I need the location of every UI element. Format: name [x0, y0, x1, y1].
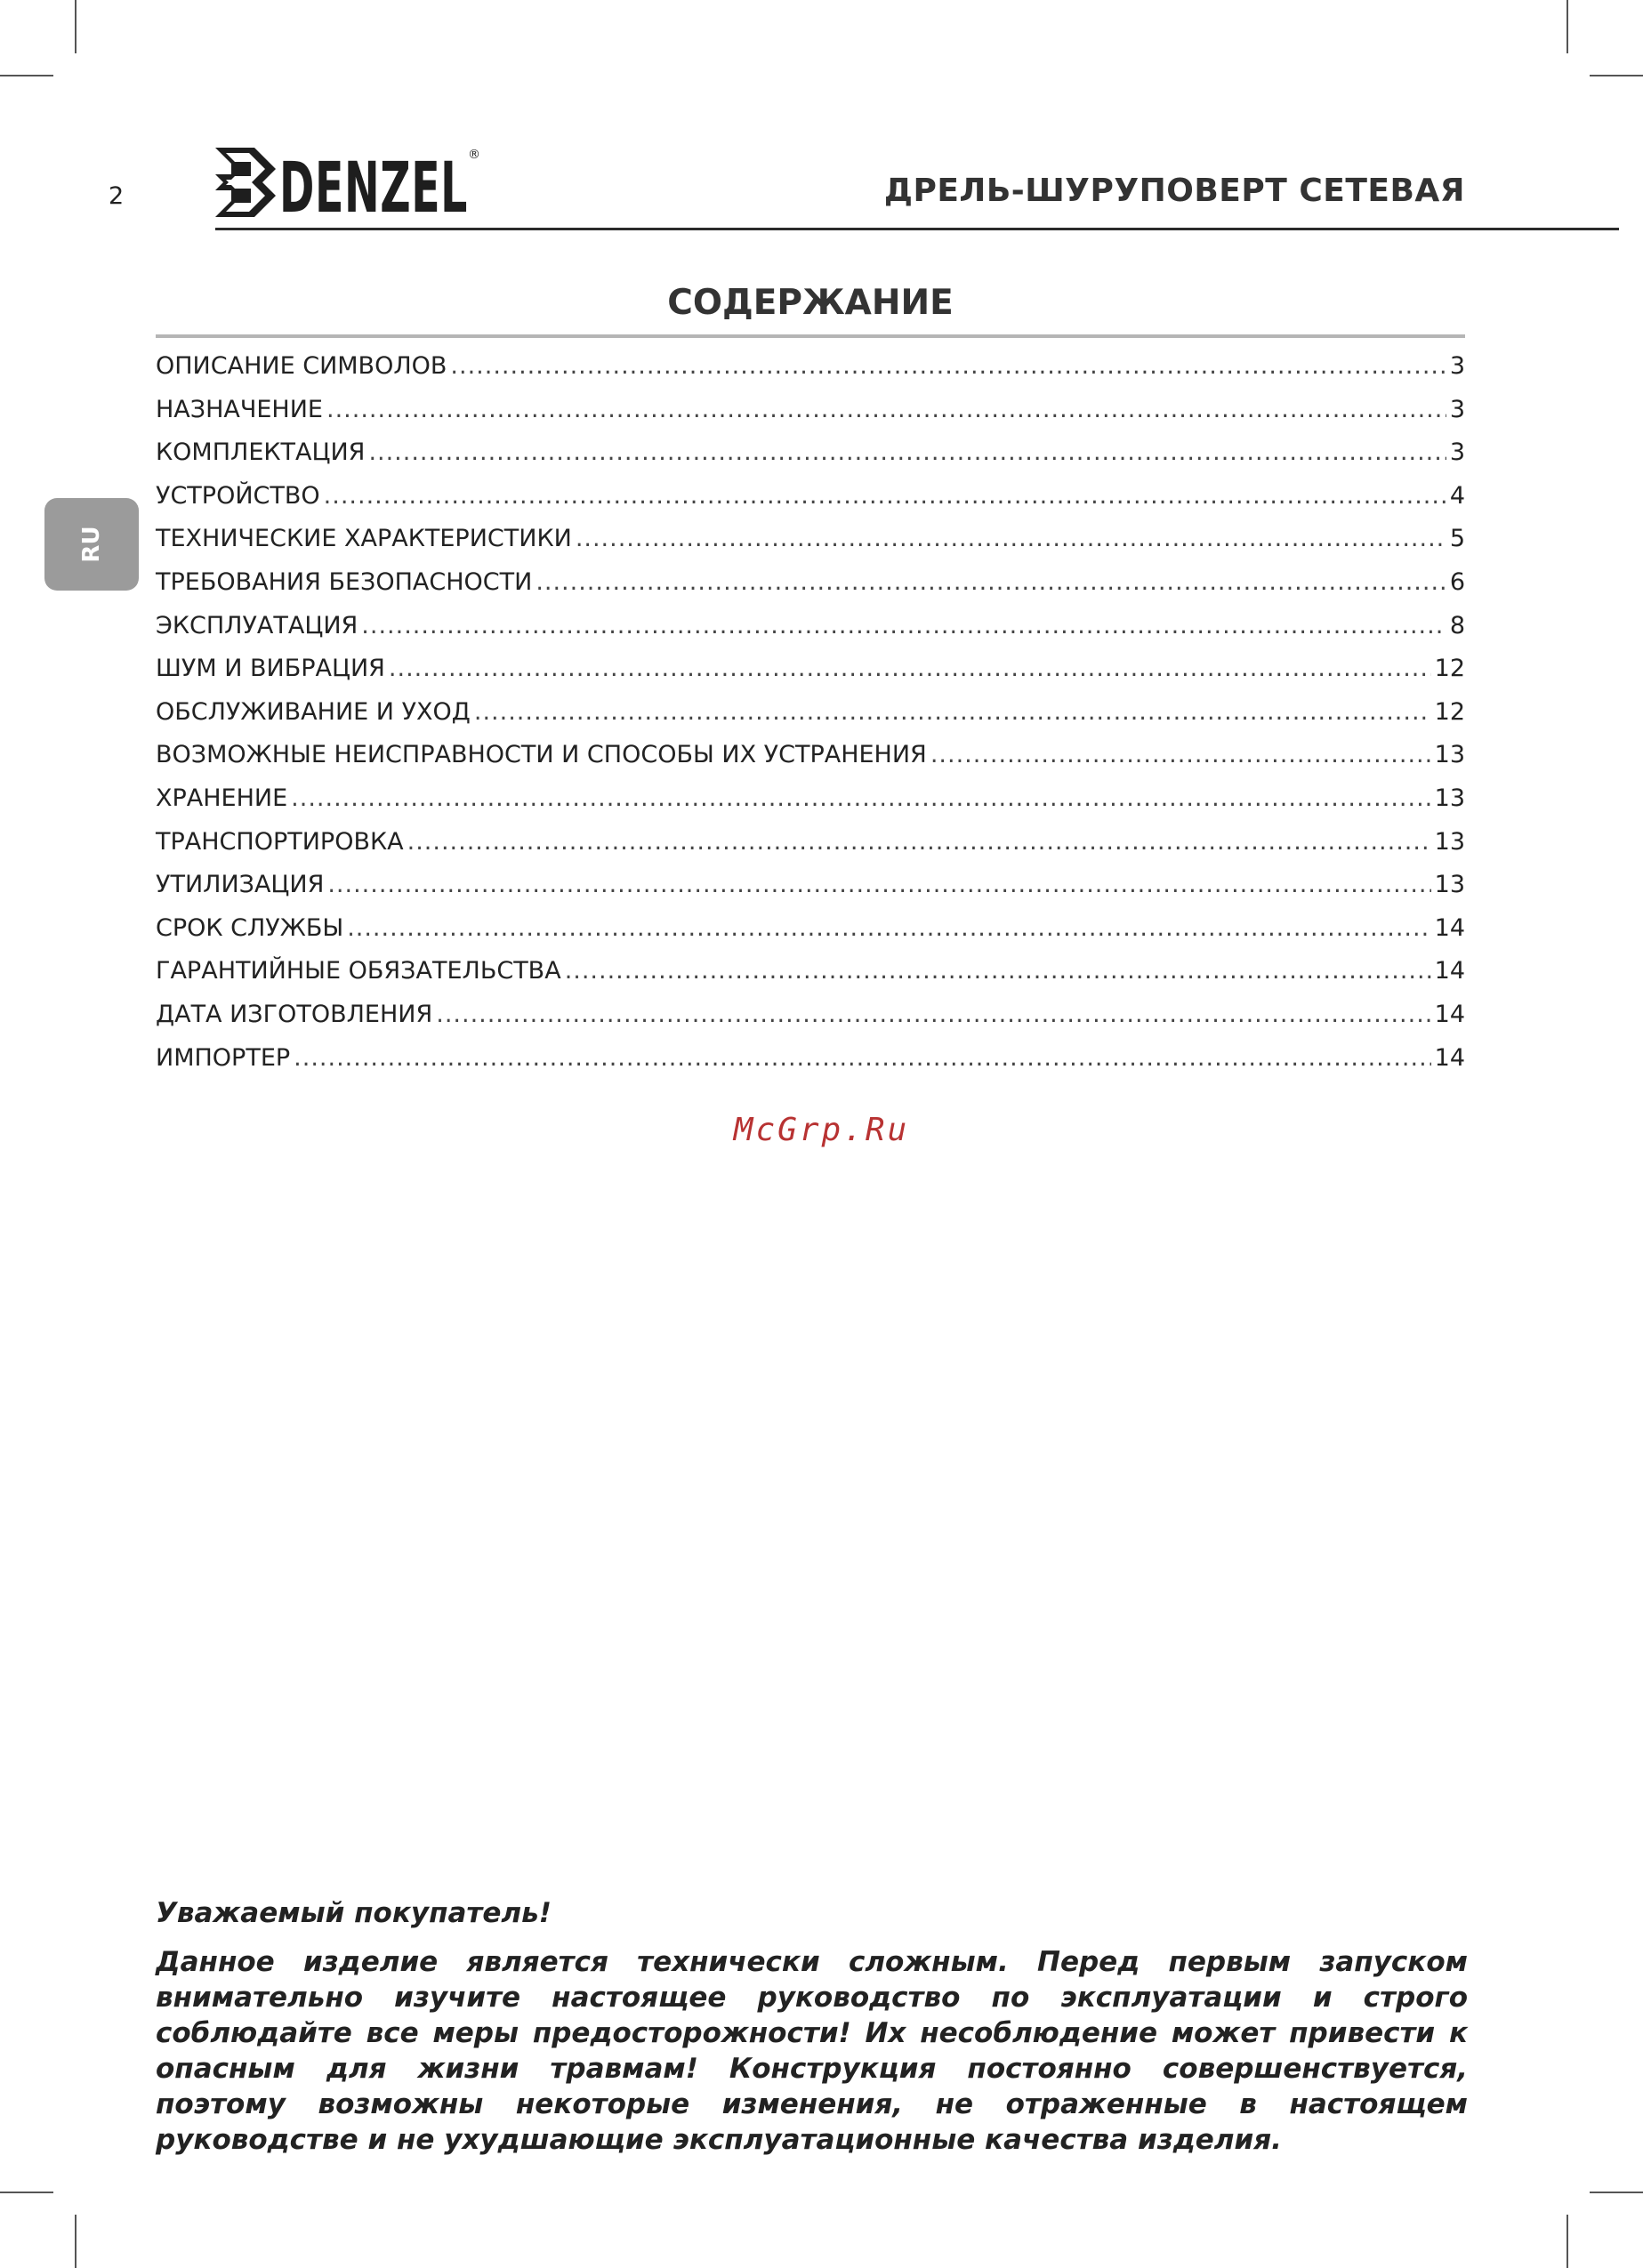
toc-leader-dots [361, 612, 1446, 639]
toc-entry[interactable] [156, 352, 1465, 396]
toc-entry[interactable] [156, 1044, 1465, 1088]
toc-entry-page: 12 [1434, 655, 1465, 683]
toc-heading: СОДЕРЖАНИЕ [667, 283, 954, 323]
toc-entry-label: ХРАНЕНИЕ [156, 784, 288, 812]
toc-entry[interactable] [156, 1001, 1465, 1044]
toc-entry-label: ТЕХНИЧЕСКИЕ ХАРАКТЕРИСТИКИ [156, 525, 572, 553]
toc-entry-label: ОБСЛУЖИВАНИЕ И УХОД [156, 697, 471, 726]
toc-entry-page: 6 [1449, 567, 1465, 596]
toc-entry[interactable] [156, 568, 1465, 612]
crop-mark [0, 2192, 53, 2193]
toc-entry-page: 13 [1434, 827, 1465, 856]
toc-divider [156, 334, 1465, 338]
table-of-contents [156, 352, 1465, 1087]
toc-entry-label: СРОК СЛУЖБЫ [156, 913, 344, 942]
svg-text:®: ® [468, 148, 480, 162]
toc-entry[interactable] [156, 612, 1465, 655]
crop-mark [1566, 2215, 1568, 2268]
toc-entry-page: 14 [1434, 1043, 1465, 1072]
toc-entry-label: УТИЛИЗАЦИЯ [156, 871, 325, 899]
watermark: McGrp.Ru [733, 1112, 910, 1148]
toc-entry[interactable] [156, 396, 1465, 439]
toc-leader-dots [326, 396, 1446, 423]
toc-leader-dots [327, 871, 1430, 898]
toc-leader-dots [291, 784, 1430, 812]
toc-entry[interactable] [156, 482, 1465, 526]
toc-leader-dots [389, 655, 1431, 682]
toc-leader-dots [474, 698, 1431, 726]
toc-leader-dots [565, 957, 1431, 985]
toc-entry-label: ДАТА ИЗГОТОВЛЕНИЯ [156, 1000, 433, 1028]
toc-entry-page: 14 [1434, 957, 1465, 985]
toc-entry[interactable] [156, 655, 1465, 698]
toc-entry-label: УСТРОЙСТВО [156, 481, 320, 510]
toc-entry[interactable] [156, 741, 1465, 784]
toc-leader-dots [436, 1001, 1430, 1028]
toc-entry-page: 14 [1434, 913, 1465, 942]
toc-entry-label: ВОЗМОЖНЫЕ НЕИСПРАВНОСТИ И СПОСОБЫ ИХ УСТРАНЕНИЯ [156, 741, 927, 769]
language-tab-label: RU [78, 526, 105, 563]
svg-text:DENZEL: DENZEL [279, 149, 468, 222]
crop-mark [1590, 2192, 1643, 2193]
crop-mark [0, 75, 53, 76]
toc-entry-page: 3 [1449, 352, 1465, 380]
toc-entry-label: ОПИСАНИЕ СИМВОЛОВ [156, 352, 447, 380]
toc-entry-label: НАЗНАЧЕНИЕ [156, 395, 323, 423]
toc-entry[interactable] [156, 438, 1465, 482]
page-number: 2 [109, 182, 125, 210]
toc-entry-label: ШУМ И ВИБРАЦИЯ [156, 655, 385, 683]
toc-leader-dots [930, 741, 1431, 768]
crop-mark [75, 0, 77, 53]
toc-entry-page: 5 [1449, 525, 1465, 553]
toc-entry-page: 8 [1449, 611, 1465, 639]
toc-leader-dots [347, 914, 1430, 942]
toc-entry[interactable] [156, 828, 1465, 872]
toc-leader-dots [294, 1044, 1430, 1072]
toc-entry-label: ИМПОРТЕР [156, 1043, 291, 1072]
toc-entry-page: 4 [1449, 481, 1465, 510]
toc-entry-page: 13 [1434, 871, 1465, 899]
denzel-logo [213, 141, 480, 222]
toc-entry[interactable] [156, 784, 1465, 828]
toc-leader-dots [536, 568, 1446, 596]
toc-entry[interactable] [156, 957, 1465, 1001]
crop-mark [75, 2215, 77, 2268]
language-tab[interactable] [44, 498, 139, 591]
notice-greeting: Уважаемый покупатель! [156, 1897, 552, 1929]
toc-leader-dots [368, 438, 1446, 466]
toc-entry-page: 3 [1449, 438, 1465, 467]
notice-text: Данное изделие является технически сложным. Перед первым запуском внимательно изучите настоящее руководство по эксплуатации и строго соблюдайте все меры предосторожности! Их несоблюдение может привести к опасным для жизни травмам! Конструкция постоянно совершенствуется, поэтому возможны некоторые изменения, не отраженные в настоящем руководстве и не ухудшающие эксплуатационные качества изделия. [156, 1946, 1468, 2156]
toc-entry[interactable] [156, 914, 1465, 958]
toc-entry-page: 13 [1434, 741, 1465, 769]
toc-leader-dots [324, 482, 1446, 510]
toc-entry-label: КОМПЛЕКТАЦИЯ [156, 438, 366, 467]
toc-entry-label: ЭКСПЛУАТАЦИЯ [156, 611, 358, 639]
toc-entry-label: ТРЕБОВАНИЯ БЕЗОПАСНОСТИ [156, 567, 533, 596]
toc-entry-label: ГАРАНТИЙНЫЕ ОБЯЗАТЕЛЬСТВА [156, 957, 561, 985]
toc-entry-page: 3 [1449, 395, 1465, 423]
toc-entry[interactable] [156, 525, 1465, 568]
toc-leader-dots [407, 828, 1431, 856]
toc-leader-dots [450, 352, 1446, 380]
toc-entry-page: 12 [1434, 697, 1465, 726]
header-divider [215, 228, 1619, 230]
toc-entry-page: 13 [1434, 784, 1465, 812]
crop-mark [1566, 0, 1568, 53]
document-title: ДРЕЛЬ-ШУРУПОВЕРТ СЕТЕВАЯ [883, 173, 1465, 209]
toc-entry-label: ТРАНСПОРТИРОВКА [156, 827, 404, 856]
toc-entry-page: 14 [1434, 1000, 1465, 1028]
crop-mark [1590, 75, 1643, 76]
toc-entry[interactable] [156, 698, 1465, 742]
toc-entry[interactable] [156, 871, 1465, 914]
toc-leader-dots [576, 525, 1446, 552]
